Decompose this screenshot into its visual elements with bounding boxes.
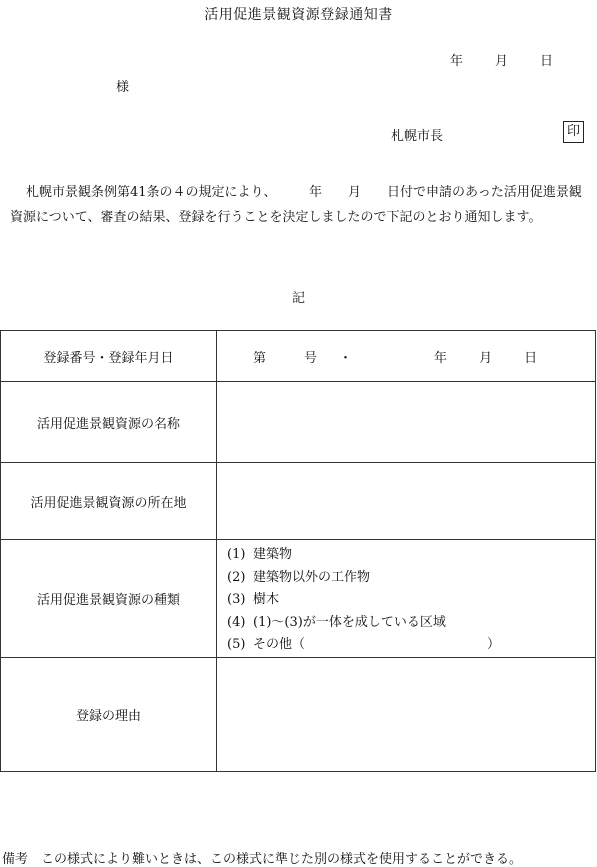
seal-box: 印 bbox=[563, 121, 584, 143]
footnote: 備考 この様式により難いときは、この様式に準じた別の様式を使用することができる。 bbox=[2, 852, 523, 867]
ki-heading: 記 bbox=[291, 291, 305, 306]
date-month: 月 bbox=[495, 54, 509, 69]
type-option-building: (1) 建築物 bbox=[227, 547, 293, 562]
table-row bbox=[1, 657, 596, 771]
resource-type-options bbox=[217, 540, 596, 658]
table-row bbox=[1, 463, 596, 540]
resource-name-value bbox=[217, 382, 596, 463]
type-option-tree: (3) 樹木 bbox=[227, 592, 280, 607]
dai-text: 第 bbox=[253, 350, 267, 366]
registration-number-value bbox=[217, 331, 596, 382]
reg-day: 日 bbox=[524, 350, 538, 366]
table-row bbox=[1, 382, 596, 463]
type-option-structure: (2) 建築物以外の工作物 bbox=[227, 569, 371, 585]
gou-text: 号 bbox=[304, 350, 318, 366]
date-year: 年 bbox=[450, 54, 464, 69]
registration-reason-label: 登録の理由 bbox=[1, 657, 217, 771]
resource-location-value bbox=[217, 463, 596, 540]
body-paragraph: 札幌市景観条例第41条の４の規定により、 年 月 日付で申請のあった活用促進景観資源について、審査の結果、登録を行うことを決定しましたので下記のとおり通知します。 bbox=[10, 185, 582, 225]
resource-location-label: 活用促進景観資源の所在地 bbox=[1, 463, 217, 540]
registration-reason-value bbox=[217, 657, 596, 771]
resource-type-label: 活用促進景観資源の種類 bbox=[1, 540, 217, 658]
table-row bbox=[1, 540, 596, 658]
issue-date bbox=[450, 50, 553, 69]
table-row bbox=[1, 331, 596, 382]
resource-name-label: 活用促進景観資源の名称 bbox=[1, 382, 217, 463]
addressee-suffix: 様 bbox=[116, 80, 130, 95]
document-title: 活用促進景観資源登録通知書 bbox=[204, 7, 393, 23]
registration-table bbox=[0, 330, 596, 770]
date-day: 日 bbox=[540, 54, 554, 69]
registration-number-label: 登録番号・登録年月日 bbox=[1, 331, 217, 382]
type-option-area: (4) (1)～(3)が一体を成している区域 bbox=[227, 614, 446, 630]
type-option-other: (5) その他（ ） bbox=[227, 637, 501, 652]
separator-dot: ・ bbox=[339, 350, 353, 366]
reg-year: 年 bbox=[434, 350, 448, 366]
reg-month: 月 bbox=[479, 350, 493, 366]
issuer-name: 札幌市長 bbox=[391, 129, 444, 144]
